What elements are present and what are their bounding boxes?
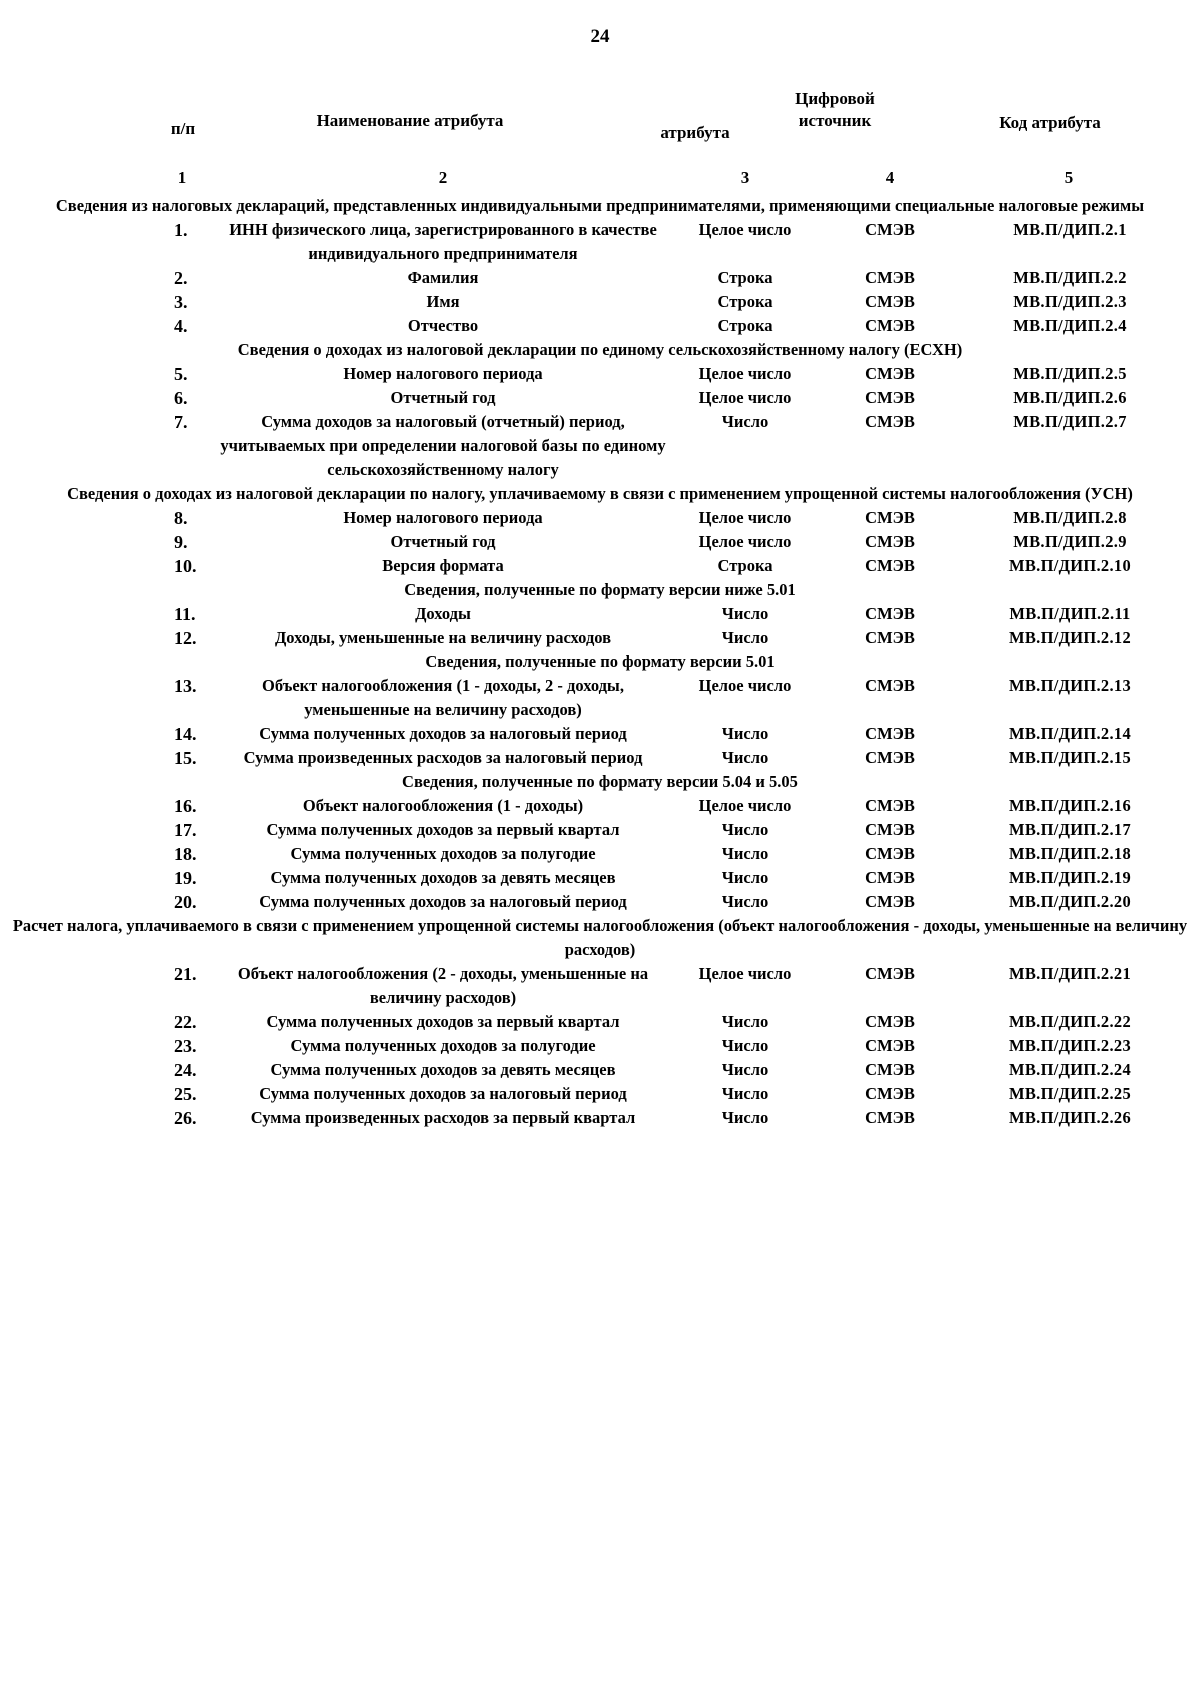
attribute-type: Строка [717, 268, 773, 287]
attribute-type: Число [721, 868, 769, 887]
attribute-type: Строка [717, 316, 773, 335]
attribute-code: МВ.П/ДИП.2.6 [1013, 388, 1127, 407]
attribute-type: Число [721, 748, 769, 767]
row-number: 3. [174, 292, 188, 312]
attribute-source: СМЭВ [865, 868, 915, 887]
attribute-source: СМЭВ [865, 1084, 915, 1103]
attribute-type: Строка [717, 292, 773, 311]
table-row [0, 554, 1200, 578]
attribute-type: Число [721, 724, 769, 743]
row-number: 10. [174, 556, 197, 576]
attribute-type: Число [721, 844, 769, 863]
row-number: 25. [174, 1084, 197, 1104]
header-col-source-line2: источник [798, 111, 872, 130]
row-number: 22. [174, 1012, 197, 1032]
attribute-code: МВ.П/ДИП.2.11 [1009, 604, 1131, 623]
table-row [0, 746, 1200, 770]
attribute-source: СМЭВ [865, 628, 915, 647]
table-row [0, 890, 1200, 914]
attribute-type: Целое число [698, 220, 792, 239]
attribute-source: СМЭВ [865, 412, 915, 431]
attribute-type: Строка [717, 556, 773, 575]
attribute-source: СМЭВ [865, 292, 915, 311]
attribute-type: Целое число [698, 388, 792, 407]
table-row [0, 818, 1200, 842]
attribute-code: МВ.П/ДИП.2.19 [1008, 868, 1132, 887]
attribute-name: Отчетный год [390, 388, 496, 407]
header-col-name: Наименование атрибута [316, 111, 504, 130]
attribute-code: МВ.П/ДИП.2.22 [1008, 1012, 1132, 1031]
row-number: 15. [174, 748, 197, 768]
attribute-name: Фамилия [407, 268, 479, 287]
attribute-name: Номер налогового периода [343, 364, 543, 383]
attribute-code: МВ.П/ДИП.2.4 [1013, 316, 1127, 335]
table-row [0, 674, 1200, 722]
table-row [0, 314, 1200, 338]
attribute-code: МВ.П/ДИП.2.16 [1008, 796, 1132, 815]
attribute-code: МВ.П/ДИП.2.23 [1008, 1036, 1132, 1055]
row-number: 20. [174, 892, 197, 912]
attribute-code: МВ.П/ДИП.2.13 [1008, 676, 1132, 695]
header-col-code: Код атрибута [999, 113, 1101, 132]
attribute-name: ИНН физического лица, зарегистрированного в качестве индивидуального предпринимателя [229, 220, 657, 263]
row-number: 4. [174, 316, 188, 336]
attribute-type: Число [721, 628, 769, 647]
attribute-code: МВ.П/ДИП.2.5 [1013, 364, 1127, 383]
attribute-type: Целое число [698, 364, 792, 383]
table-row [0, 386, 1200, 410]
attribute-source: СМЭВ [865, 1108, 915, 1127]
attribute-type: Число [721, 604, 769, 623]
attribute-name: Доходы [415, 604, 471, 623]
attribute-type: Число [721, 1084, 769, 1103]
table-row [0, 794, 1200, 818]
attribute-name: Имя [426, 292, 460, 311]
attribute-name: Отчество [407, 316, 479, 335]
table-row [0, 1034, 1200, 1058]
attribute-code: МВ.П/ДИП.2.15 [1008, 748, 1132, 767]
attribute-code: МВ.П/ДИП.2.7 [1013, 412, 1127, 431]
attribute-type: Целое число [698, 796, 792, 815]
attribute-name: Сумма полученных доходов за девять месяцев [270, 868, 616, 887]
attribute-code: МВ.П/ДИП.2.18 [1008, 844, 1132, 863]
row-number: 9. [174, 532, 188, 552]
table-row [0, 1106, 1200, 1130]
attribute-source: СМЭВ [865, 532, 915, 551]
attribute-source: СМЭВ [865, 964, 915, 983]
attribute-source: СМЭВ [865, 1060, 915, 1079]
attribute-code: МВ.П/ДИП.2.25 [1008, 1084, 1132, 1103]
attribute-type: Число [721, 1108, 769, 1127]
row-number: 12. [174, 628, 197, 648]
row-number: 2. [174, 268, 188, 288]
table-header [0, 90, 1200, 150]
attribute-name: Сумма полученных доходов за налоговый период [259, 724, 627, 743]
attribute-name: Объект налогообложения (2 - доходы, уменьшенные на величину расходов) [237, 964, 649, 1007]
attribute-code: МВ.П/ДИП.2.8 [1013, 508, 1127, 527]
attribute-source: СМЭВ [865, 676, 915, 695]
attribute-source: СМЭВ [865, 724, 915, 743]
table-row [0, 530, 1200, 554]
attribute-code: МВ.П/ДИП.2.14 [1008, 724, 1132, 743]
attribute-code: МВ.П/ДИП.2.26 [1008, 1108, 1132, 1127]
section-heading: Сведения из налоговых деклараций, представленных индивидуальными предпринимателями, применяющими специальные налоговые режимы [55, 196, 1145, 215]
row-number: 21. [174, 964, 197, 984]
table-row [0, 866, 1200, 890]
table-row [0, 362, 1200, 386]
attribute-name: Сумма полученных доходов за первый квартал [266, 820, 620, 839]
attribute-name: Доходы, уменьшенные на величину расходов [274, 628, 612, 647]
attribute-type: Число [721, 412, 769, 431]
row-number: 5. [174, 364, 188, 384]
column-number: 3 [740, 168, 750, 187]
attribute-name: Сумма полученных доходов за девять месяцев [270, 1060, 616, 1079]
column-number: 5 [1064, 168, 1074, 187]
attribute-name: Сумма доходов за налоговый (отчетный) период, учитываемых при определении налоговой базы по единому сельскохозяйственному налогу [220, 412, 666, 479]
attribute-type: Число [721, 892, 769, 911]
table-row [0, 722, 1200, 746]
attribute-source: СМЭВ [865, 556, 915, 575]
attribute-code: МВ.П/ДИП.2.2 [1013, 268, 1127, 287]
attribute-name: Объект налогообложения (1 - доходы) [302, 796, 584, 815]
attribute-code: МВ.П/ДИП.2.3 [1013, 292, 1127, 311]
attribute-code: МВ.П/ДИП.2.24 [1008, 1060, 1132, 1079]
section-heading: Сведения о доходах из налоговой декларации по единому сельскохозяйственному налогу (ЕСХН) [237, 340, 963, 359]
attribute-type: Число [721, 820, 769, 839]
attribute-name: Версия формата [382, 556, 504, 575]
row-number: 8. [174, 508, 188, 528]
row-number: 17. [174, 820, 197, 840]
attribute-source: СМЭВ [865, 748, 915, 767]
attribute-source: СМЭВ [865, 364, 915, 383]
table-row [0, 266, 1200, 290]
attribute-type: Число [721, 1060, 769, 1079]
attribute-source: СМЭВ [865, 316, 915, 335]
attribute-name: Объект налогообложения (1 - доходы, 2 - доходы, уменьшенные на величину расходов) [262, 676, 624, 719]
header-col-source-line1: Цифровой [795, 89, 875, 108]
attribute-source: СМЭВ [865, 604, 915, 623]
table-row [0, 410, 1200, 482]
attribute-name: Сумма полученных доходов за налоговый период [259, 1084, 627, 1103]
table-row [0, 506, 1200, 530]
attribute-type: Число [721, 1036, 769, 1055]
row-number: 11. [174, 604, 196, 624]
attribute-type: Целое число [698, 532, 792, 551]
row-number: 14. [174, 724, 197, 744]
attribute-type: Целое число [698, 676, 792, 695]
attribute-code: МВ.П/ДИП.2.20 [1008, 892, 1132, 911]
attribute-code: МВ.П/ДИП.2.10 [1008, 556, 1132, 575]
row-number: 13. [174, 676, 197, 696]
row-number: 1. [174, 220, 188, 240]
row-number: 26. [174, 1108, 197, 1128]
attribute-type: Целое число [698, 964, 792, 983]
attribute-name: Сумма полученных доходов за первый квартал [266, 1012, 620, 1031]
attribute-code: МВ.П/ДИП.2.9 [1013, 532, 1127, 551]
table-row [0, 290, 1200, 314]
attribute-name: Отчетный год [390, 532, 496, 551]
table-row [0, 842, 1200, 866]
table-row [0, 962, 1200, 1010]
attribute-source: СМЭВ [865, 1036, 915, 1055]
table-row [0, 1010, 1200, 1034]
table-row [0, 626, 1200, 650]
attribute-source: СМЭВ [865, 388, 915, 407]
attribute-type: Число [721, 1012, 769, 1031]
attribute-source: СМЭВ [865, 844, 915, 863]
attribute-code: МВ.П/ДИП.2.21 [1008, 964, 1132, 983]
column-number: 1 [177, 168, 187, 187]
attribute-code: МВ.П/ДИП.2.17 [1008, 820, 1132, 839]
attribute-name: Сумма произведенных расходов за первый квартал [250, 1108, 636, 1127]
attribute-source: СМЭВ [865, 268, 915, 287]
column-number: 2 [438, 168, 448, 187]
attribute-code: МВ.П/ДИП.2.1 [1013, 220, 1127, 239]
section-heading: Расчет налога, уплачиваемого в связи с применением упрощенной системы налогообложения (объект налогообложения - доходы, уменьшенные на величину расходов) [12, 916, 1188, 959]
attribute-name: Сумма полученных доходов за налоговый период [259, 892, 627, 911]
attribute-type: Целое число [698, 508, 792, 527]
row-number: 7. [174, 412, 188, 432]
attribute-name: Сумма полученных доходов за полугодие [290, 844, 596, 863]
attribute-source: СМЭВ [865, 820, 915, 839]
attribute-name: Сумма полученных доходов за полугодие [290, 1036, 596, 1055]
attribute-source: СМЭВ [865, 508, 915, 527]
table-row [0, 218, 1200, 266]
attribute-source: СМЭВ [865, 220, 915, 239]
page-number: 24 [590, 26, 610, 47]
header-col-number: п/п [170, 119, 196, 138]
attribute-source: СМЭВ [865, 1012, 915, 1031]
column-number: 4 [885, 168, 895, 187]
attribute-code: МВ.П/ДИП.2.12 [1008, 628, 1132, 647]
row-number: 16. [174, 796, 197, 816]
section-heading: Сведения, полученные по формату версии 5.04 и 5.05 [402, 772, 798, 791]
row-number: 18. [174, 844, 197, 864]
column-numbers-row [0, 168, 1200, 190]
table-row [0, 1082, 1200, 1106]
row-number: 6. [174, 388, 188, 408]
section-heading: Сведения о доходах из налоговой декларации по налогу, уплачиваемому в связи с применением упрощенной системы налогообложения (УСН) [67, 484, 1133, 503]
section-heading: Сведения, полученные по формату версии ниже 5.01 [404, 580, 796, 599]
row-number: 23. [174, 1036, 197, 1056]
row-number: 19. [174, 868, 197, 888]
attribute-source: СМЭВ [865, 796, 915, 815]
attribute-source: СМЭВ [865, 892, 915, 911]
header-col-type: атрибута [660, 123, 730, 142]
attribute-name: Номер налогового периода [343, 508, 543, 527]
row-number: 24. [174, 1060, 197, 1080]
section-heading: Сведения, полученные по формату версии 5.01 [425, 652, 775, 671]
table-row [0, 1058, 1200, 1082]
attribute-name: Сумма произведенных расходов за налоговый период [243, 748, 643, 767]
attribute-table-body [0, 194, 1200, 1130]
table-row [0, 602, 1200, 626]
